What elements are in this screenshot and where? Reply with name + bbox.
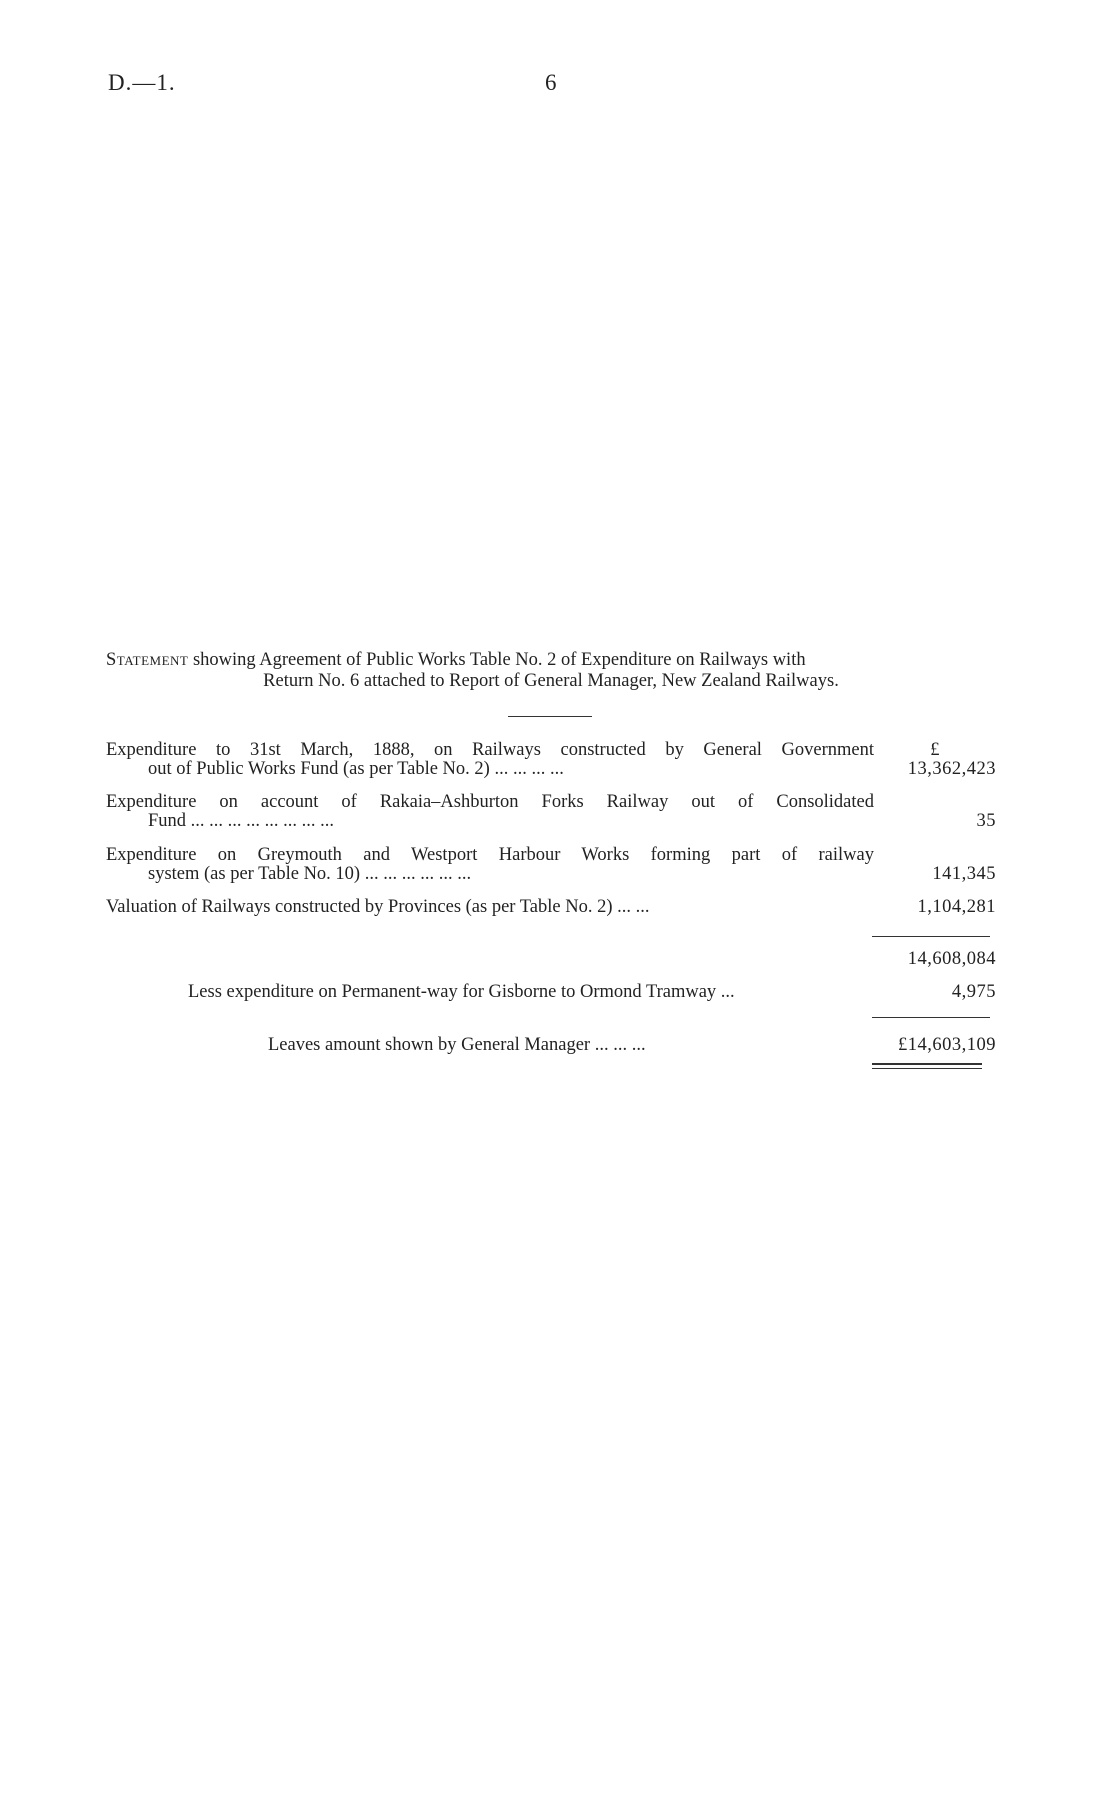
less-row <box>106 983 996 1003</box>
title-rule <box>508 716 592 717</box>
title-rest: showing Agreement of Public Works Table No. 2 of Expenditure on Railways with <box>188 650 806 670</box>
row-label-line1: Expenditure on Greymouth and Westport Harbour Works forming part of railway <box>106 845 874 865</box>
row-label <box>106 846 874 884</box>
row-label <box>106 793 874 831</box>
page-number: 6 <box>545 70 558 95</box>
row-label-line2: system (as per Table No. 10) ... ... ... ... ... ... <box>148 865 472 884</box>
row-label-line2: Fund ... ... ... ... ... ... ... ... <box>148 812 335 831</box>
row-amount: 35 <box>976 811 996 831</box>
subtotal-row <box>106 950 996 970</box>
row-label-line1: Expenditure to 31st March, 1888, on Railways constructed by General Government <box>106 740 874 760</box>
title-small-caps: Statement <box>106 650 189 670</box>
less-amount: 4,975 <box>951 982 996 1002</box>
subtotal-amount: 14,608,084 <box>907 949 996 969</box>
less-label: Less expenditure on Permanent-way for Gisborne to Ormond Tramway ... <box>188 982 735 1002</box>
row-label-single: Valuation of Railways constructed by Provinces (as per Table No. 2) ... ... <box>106 898 650 917</box>
currency-symbol: £ <box>930 740 940 760</box>
row-label-line1: Expenditure on account of Rakaia–Ashburton Forks Railway out of Consolidated <box>106 792 874 812</box>
leaves-row <box>106 1036 996 1056</box>
total-rule <box>872 1017 990 1018</box>
statement-title <box>106 650 996 692</box>
table-row <box>106 793 996 833</box>
document-header-ref: D.—1. <box>108 70 176 95</box>
leaves-label: Leaves amount shown by General Manager ... ... ... <box>268 1035 646 1055</box>
subtotal-rule <box>872 936 990 937</box>
leaves-amount: £14,603,109 <box>898 1035 996 1055</box>
total-double-rule-2 <box>872 1068 982 1069</box>
title-line-2: Return No. 6 attached to Report of General Manager, New Zealand Railways. <box>263 671 839 691</box>
table-row <box>106 898 996 918</box>
row-label <box>106 741 874 779</box>
row-amount: 1,104,281 <box>917 897 996 917</box>
table-row <box>106 846 996 886</box>
row-label-line2: out of Public Works Fund (as per Table No. 2) ... ... ... ... <box>148 760 564 779</box>
row-label <box>106 898 874 917</box>
table-row <box>106 741 996 781</box>
row-amount: 13,362,423 <box>907 759 996 779</box>
row-amount: 141,345 <box>932 864 996 884</box>
total-double-rule-1 <box>872 1063 982 1065</box>
